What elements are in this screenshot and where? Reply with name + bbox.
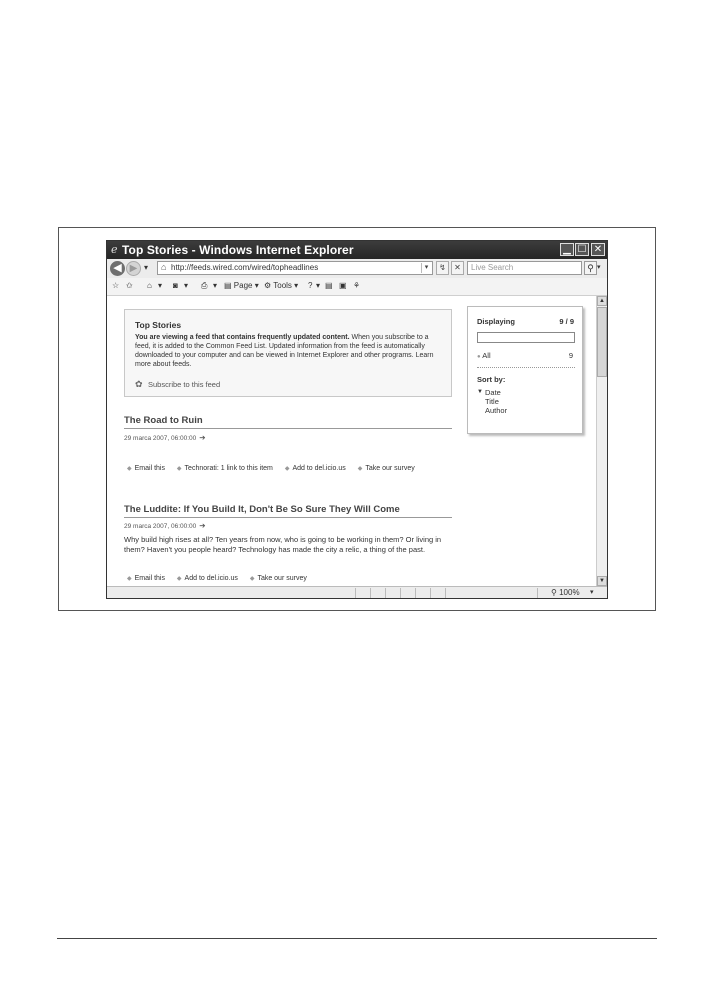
survey-label: Take our survey — [365, 465, 415, 472]
zoom-value: 100% — [559, 588, 580, 597]
tools-menu-label: Tools — [273, 281, 292, 290]
refresh-icon[interactable]: ↯ — [436, 261, 449, 275]
feeds-icon[interactable]: ◙ — [173, 281, 178, 290]
help-dropdown-icon[interactable]: ▾ — [316, 281, 321, 290]
status-divider — [537, 588, 538, 598]
messenger-icon[interactable]: ▣ — [339, 281, 347, 290]
displaying-count: 9 / 9 — [559, 317, 574, 326]
title-bar — [107, 241, 607, 259]
delicious-link[interactable]: ◆ Add to del.icio.us — [176, 575, 238, 582]
article-date-text: 29 marca 2007, 06:00:00 — [124, 523, 197, 530]
url-text[interactable]: http://feeds.wired.com/wired/topheadlines — [171, 263, 319, 272]
article-title[interactable]: The Luddite: If You Build It, Don't Be So Sure They Will Come — [124, 504, 400, 515]
delicious-link[interactable]: ◆ Add to del.icio.us — [284, 465, 346, 472]
technorati-label: Technorati: 1 link to this item — [184, 465, 273, 472]
home-dropdown-icon[interactable]: ▾ — [158, 281, 163, 290]
delicious-label: Add to del.icio.us — [292, 465, 346, 472]
scroll-down-arrow-icon[interactable]: ▼ — [597, 576, 607, 586]
window-title: Top Stories - Windows Internet Explorer — [122, 243, 354, 257]
filter-all-count: 9 — [568, 351, 573, 360]
print-icon[interactable]: ⎙ — [201, 281, 208, 290]
sort-option-author[interactable]: Author — [485, 406, 508, 415]
filter-all-label: All — [482, 351, 491, 360]
search-icon[interactable]: ⚲ — [584, 261, 597, 275]
history-dropdown-icon[interactable]: ▾ — [144, 263, 149, 272]
page-menu-label: Page — [233, 281, 253, 290]
feed-page — [107, 296, 596, 586]
add-favorites-icon[interactable]: ✩ — [126, 281, 133, 290]
technorati-link[interactable]: ◆ Technorati: 1 link to this item — [176, 465, 273, 472]
tools-dropdown-icon: ▾ — [294, 281, 299, 290]
displaying-label: Displaying — [477, 317, 515, 326]
page-footer-rule — [57, 938, 657, 939]
minimize-button[interactable]: ▁ — [560, 243, 574, 256]
forward-button[interactable]: ▶ — [126, 261, 141, 276]
feed-description — [135, 333, 445, 369]
feed-description-text: When you subscribe to a feed, it is added to the Common Feed List. Updated information from the feed is automatically downloaded to your computer and can be viewed in Internet Explorer and other programs. — [135, 334, 429, 359]
status-divider — [385, 588, 386, 598]
maximize-button[interactable]: ☐ — [575, 243, 589, 256]
email-this-link[interactable]: ◆ Email this — [127, 575, 165, 582]
zoom-dropdown-icon[interactable]: ▾ — [590, 589, 594, 596]
survey-label: Take our survey — [257, 575, 307, 582]
feeds-dropdown-icon[interactable]: ▾ — [184, 281, 189, 290]
article-summary: Why build high rises at all? Ten years from now, who is going to be working in them? Or living in them? Haven't you people heard? Technology has made the city a relic, a thing of the past. — [124, 535, 442, 554]
feed-title: Top Stories — [135, 320, 182, 330]
email-this-link[interactable]: ◆ Email this — [127, 465, 165, 472]
feed-info-box — [124, 309, 452, 397]
tools-menu[interactable]: ⚙ Tools ▾ — [264, 281, 299, 290]
panel-divider — [477, 367, 575, 368]
status-bar — [107, 586, 607, 599]
status-divider — [430, 588, 431, 598]
article-actions — [127, 465, 425, 472]
subscribe-link[interactable]: Subscribe to this feed — [148, 380, 221, 389]
page-icon: ⌂ — [161, 262, 167, 272]
learn-more-link[interactable]: Learn more about feeds. — [135, 352, 434, 368]
research-icon[interactable]: ▤ — [325, 281, 333, 290]
home-icon[interactable]: ⌂ — [147, 281, 152, 290]
filter-all-link[interactable]: ● All — [477, 351, 491, 360]
sort-by-label: Sort by: — [477, 375, 506, 384]
go-arrow-icon[interactable]: ➔ — [199, 433, 206, 442]
url-dropdown-icon[interactable]: ▾ — [421, 263, 431, 273]
go-arrow-icon[interactable]: ➔ — [199, 521, 206, 530]
close-button[interactable]: ✕ — [591, 243, 605, 256]
back-button[interactable]: ◀ — [110, 261, 125, 276]
status-divider — [415, 588, 416, 598]
article-actions — [127, 575, 317, 582]
zoom-icon: ⚲ — [551, 588, 557, 597]
sort-option-date[interactable]: Date — [485, 388, 501, 397]
article-date — [124, 521, 206, 530]
status-divider — [355, 588, 356, 598]
address-bar — [107, 259, 607, 279]
extra-tool-icon[interactable]: ⚘ — [353, 281, 361, 290]
feed-description-bold: You are viewing a feed that contains frequently updated content. — [135, 334, 350, 341]
article-date — [124, 433, 206, 442]
sort-direction-icon: ▼ — [477, 389, 483, 395]
page-menu[interactable]: ▤ Page ▾ — [224, 281, 259, 290]
email-this-label: Email this — [134, 465, 165, 472]
filter-input[interactable] — [477, 332, 575, 343]
scroll-thumb[interactable] — [597, 307, 607, 377]
search-dropdown-icon[interactable]: ▾ — [597, 264, 601, 271]
article-title[interactable]: The Road to Ruin — [124, 415, 203, 426]
status-divider — [370, 588, 371, 598]
favorites-icon[interactable]: ☆ — [112, 281, 120, 290]
url-field[interactable] — [157, 261, 433, 275]
article-date-text: 29 marca 2007, 06:00:00 — [124, 435, 197, 442]
help-icon[interactable]: ? — [308, 281, 313, 290]
article-divider — [124, 428, 452, 429]
survey-link[interactable]: ◆ Take our survey — [249, 575, 307, 582]
ie-logo-icon: e — [111, 243, 118, 256]
stop-icon[interactable]: ✕ — [451, 261, 464, 275]
article-divider — [124, 517, 452, 518]
browser-window — [106, 240, 608, 599]
zoom-level[interactable] — [551, 588, 580, 597]
subscribe-icon[interactable]: ✿ — [135, 379, 143, 389]
sort-option-title[interactable]: Title — [485, 397, 499, 406]
command-bar — [107, 278, 607, 296]
page-dropdown-icon: ▾ — [254, 281, 259, 290]
delicious-label: Add to del.icio.us — [184, 575, 238, 582]
search-placeholder: Live Search — [471, 263, 514, 272]
email-this-label: Email this — [134, 575, 165, 582]
status-divider — [400, 588, 401, 598]
search-input[interactable] — [467, 261, 582, 275]
filter-panel — [467, 306, 583, 434]
print-dropdown-icon[interactable]: ▾ — [213, 281, 218, 290]
vertical-scrollbar[interactable] — [596, 296, 607, 586]
survey-link[interactable]: ◆ Take our survey — [357, 465, 415, 472]
scroll-up-arrow-icon[interactable]: ▲ — [597, 296, 607, 306]
status-divider — [445, 588, 446, 598]
